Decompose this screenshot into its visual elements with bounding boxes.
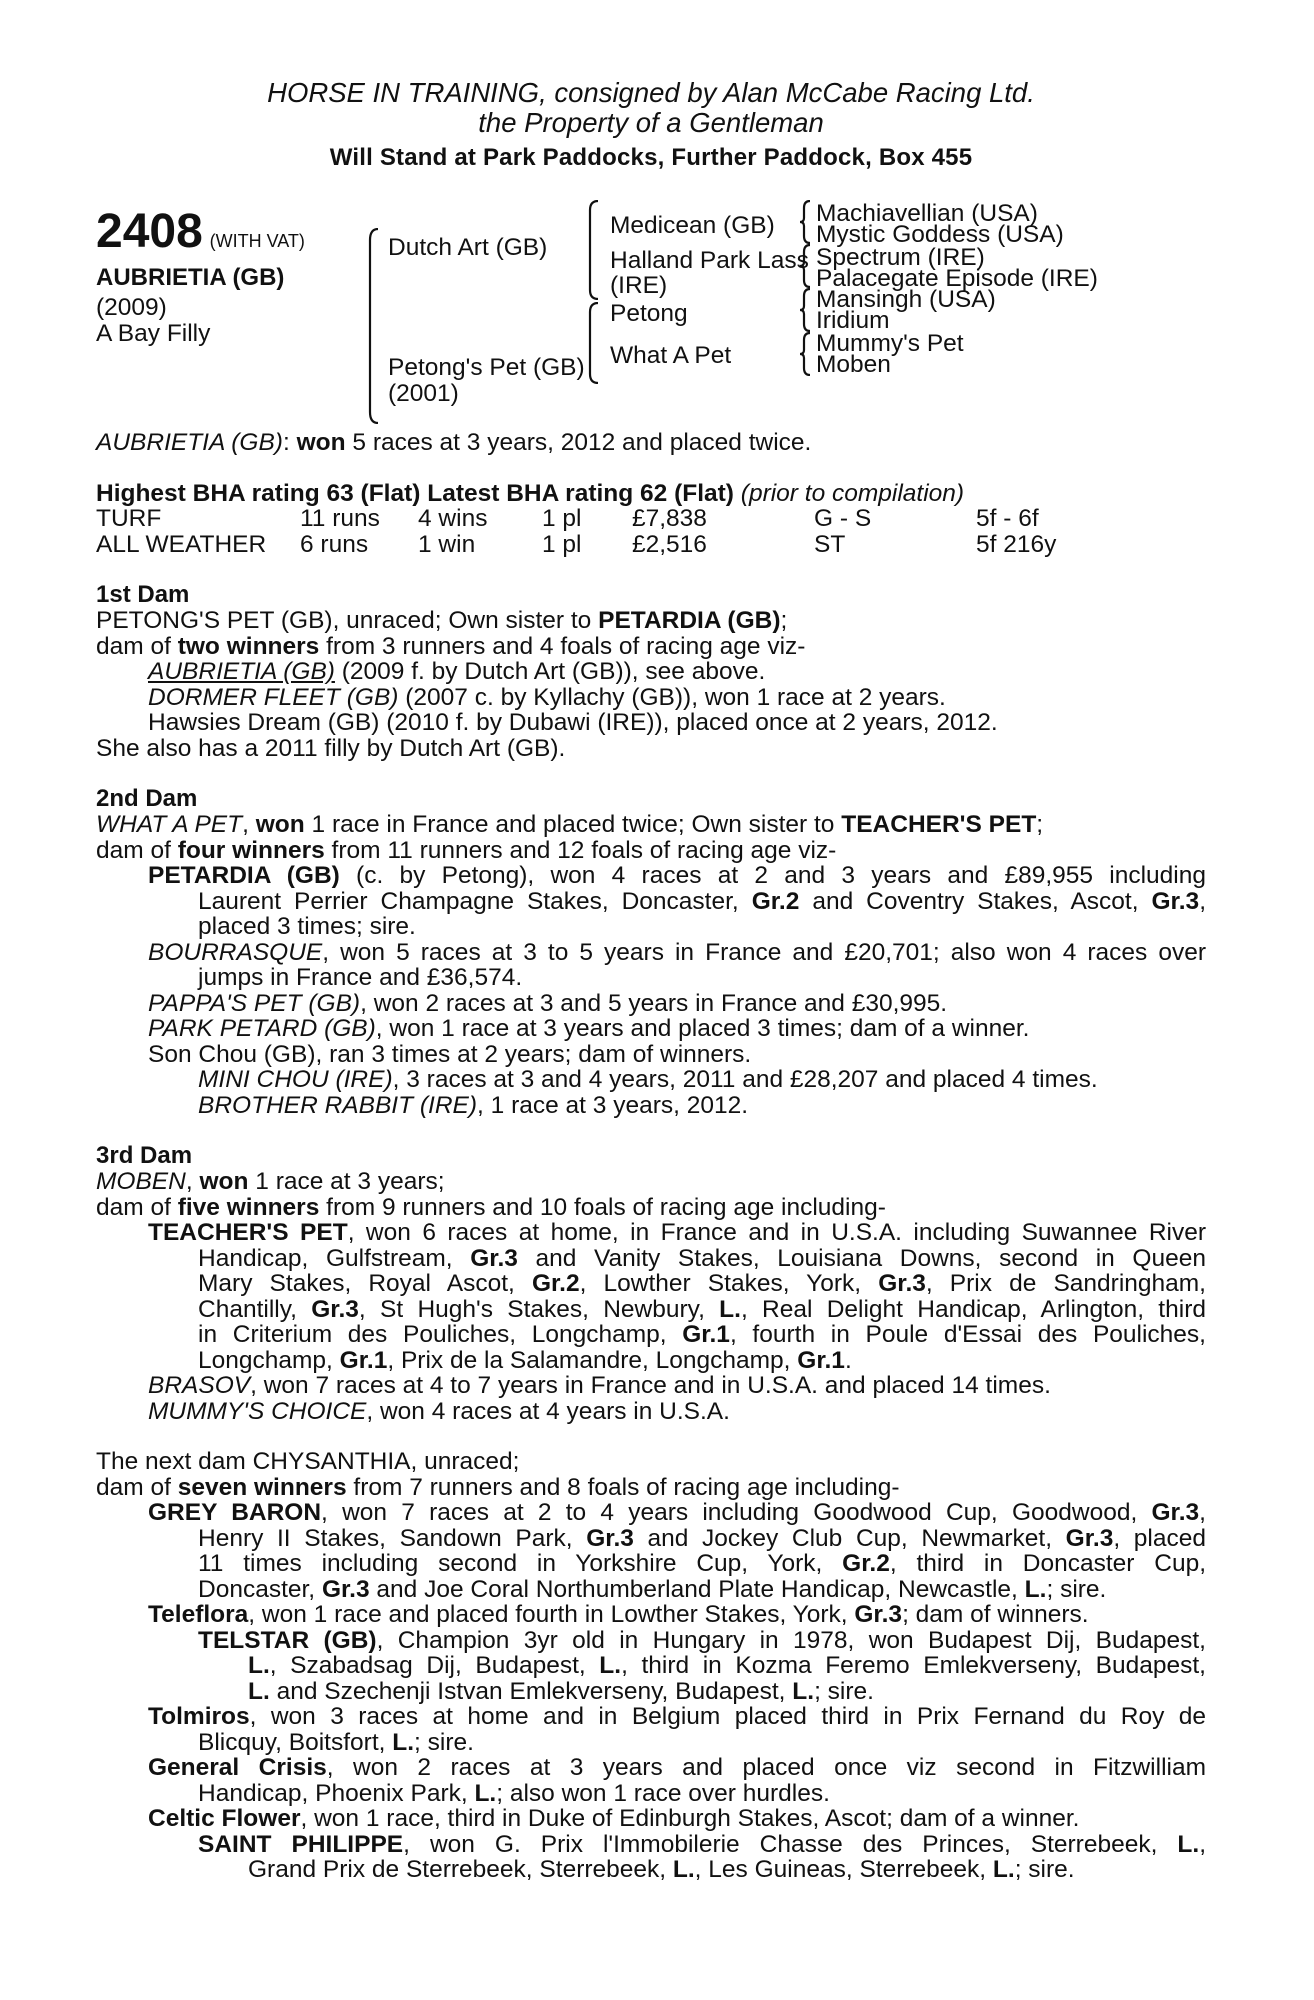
pedigree-brace-main xyxy=(366,228,380,424)
dam-year: (2001) xyxy=(388,380,459,407)
produce-entry: Teleflora, won 1 race and placed fourth in Lowther Stakes, York, Gr.3; dam of winners. xyxy=(148,1601,1089,1628)
produce-entry-cont: 11 times including second in Yorkshire Cup, York, Gr.2, third in Doncaster Cup, xyxy=(198,1550,1206,1577)
produce-entry: Son Chou (GB), ran 3 times at 2 years; dam of winners. xyxy=(148,1040,752,1068)
gen3-3: Spectrum (IRE) xyxy=(816,244,985,271)
race-summary: AUBRIETIA (GB): won 5 races at 3 years, 2012 and placed twice. xyxy=(96,429,812,456)
second-dam-produce: dam of four winners from 11 runners and 12 foals of racing age viz- xyxy=(96,836,837,864)
produce-entry-cont: Handicap, Phoenix Park, L.; also won 1 race over hurdles. xyxy=(198,1779,830,1807)
grand-produce-entry: TELSTAR (GB), Champion 3yr old in Hungary in 1978, won Budapest Dij, Budapest, xyxy=(198,1626,1206,1654)
property-line: the Property of a Gentleman xyxy=(478,107,824,138)
gen3-4: Palacegate Episode (IRE) xyxy=(816,265,1098,292)
record-prize: £7,838 xyxy=(632,505,707,532)
produce-entry-cont: Doncaster, Gr.3 and Joe Coral Northumberland Plate Handicap, Newcastle, L.; sire. xyxy=(198,1575,1107,1603)
produce-entry: General Crisis, won 2 races at 3 years and placed once viz second in Fitzwilliam xyxy=(148,1754,1206,1781)
stabling-line: Will Stand at Park Paddocks, Further Paddock, Box 455 xyxy=(329,144,973,171)
record-going: G - S xyxy=(814,505,872,532)
second-dam-line: WHAT A PET, won 1 race in France and placed twice; Own sister to TEACHER'S PET; xyxy=(96,811,1044,838)
produce-entry-cont: Laurent Perrier Champagne Stakes, Doncaster, Gr.2 and Coventry Stakes, Ascot, Gr.3, xyxy=(198,887,1206,915)
produce-note: She also has a 2011 filly by Dutch Art (GB). xyxy=(96,734,566,762)
record-distance: 5f 216y xyxy=(976,530,1057,558)
produce-entry: BRASOV, won 7 races at 4 to 7 years in France and in U.S.A. and placed 14 times. xyxy=(148,1372,1051,1399)
brace-gen3-3 xyxy=(798,288,812,332)
produce-entry-cont: Henry II Stakes, Sandown Park, Gr.3 and Jockey Club Cup, Newmarket, Gr.3, placed xyxy=(198,1524,1206,1552)
produce-entry-cont: Blicquy, Boitsfort, L.; sire. xyxy=(198,1728,474,1756)
gen3-8: Moben xyxy=(816,351,891,378)
record-going: ST xyxy=(814,530,846,558)
produce-entry-cont: Mary Stakes, Royal Ascot, Gr.2, Lowther Stakes, York, Gr.3, Prix de Sandringham, xyxy=(198,1270,1206,1297)
produce-entry: Hawsies Dream (GB) (2010 f. by Dubawi (IRE)), placed once at 2 years, 2012. xyxy=(148,709,998,736)
produce-entry: PARK PETARD (GB), won 1 race at 3 years and placed 3 times; dam of a winner. xyxy=(148,1015,1030,1042)
dam-name: Petong's Pet (GB) xyxy=(388,354,585,381)
sire-sire: Medicean (GB) xyxy=(610,212,775,239)
produce-entry-cont: in Criterium des Pouliches, Longchamp, Gr.1, fourth in Poule d'Essai des Pouliches, xyxy=(198,1321,1206,1348)
grand-produce-entry-cont: Grand Prix de Sterrebeek, Sterrebeek, L., Les Guineas, Sterrebeek, L.; sire. xyxy=(248,1856,1075,1883)
third-dam-produce: dam of five winners from 9 runners and 10 foals of racing age including- xyxy=(96,1193,886,1221)
produce-entry: GREY BARON, won 7 races at 2 to 4 years including Goodwood Cup, Goodwood, Gr.3, xyxy=(148,1499,1206,1526)
horse-name: AUBRIETIA (GB) xyxy=(96,264,285,291)
produce-entry-cont: placed 3 times; sire. xyxy=(198,913,416,940)
produce-entry: Celtic Flower, won 1 race, third in Duke of Edinburgh Stakes, Ascot; dam of a winner. xyxy=(148,1805,1080,1832)
record-wins: 4 wins xyxy=(418,505,488,532)
lot-number-row xyxy=(96,205,305,258)
pedigree-table xyxy=(96,200,1206,440)
produce-entry-cont: Chantilly, Gr.3, St Hugh's Stakes, Newbury, L., Real Delight Handicap, Arlington, third xyxy=(198,1295,1206,1323)
record-runs: 11 runs xyxy=(300,505,380,532)
horse-year: (2009) xyxy=(96,294,167,321)
sire-brace xyxy=(586,200,600,300)
produce-entry: Tolmiros, won 3 races at home and in Belgium placed third in Prix Fernand du Roy de xyxy=(148,1703,1206,1730)
sire-name: Dutch Art (GB) xyxy=(388,234,548,261)
grand-produce-entry: MINI CHOU (IRE), 3 races at 3 and 4 years, 2011 and £28,207 and placed 4 times. xyxy=(198,1066,1098,1093)
record-runs: 6 runs xyxy=(300,530,369,558)
produce-entry: BOURRASQUE, won 5 races at 3 to 5 years in France and £20,701; also won 4 races over xyxy=(148,938,1206,966)
dam-dam: What A Pet xyxy=(610,342,732,369)
next-dam-produce: dam of seven winners from 7 runners and 8 foals of racing age including- xyxy=(96,1473,900,1501)
gen3-6: Iridium xyxy=(816,307,890,334)
grand-produce-entry: BROTHER RABBIT (IRE), 1 race at 3 years, 2012. xyxy=(198,1091,749,1119)
produce-entry: TEACHER'S PET, won 6 races at home, in France and in U.S.A. including Suwannee River xyxy=(148,1219,1206,1246)
record-placed: 1 pl xyxy=(542,530,582,558)
second-dam-heading: 2nd Dam xyxy=(96,785,198,812)
consignor-line: HORSE IN TRAINING, consigned by Alan McCabe Racing Ltd. xyxy=(267,77,1035,108)
brace-gen3-4 xyxy=(798,332,812,376)
gen3-2: Mystic Goddess (USA) xyxy=(816,221,1064,248)
catalogue-page xyxy=(96,78,1206,1883)
record-surface: ALL WEATHER xyxy=(96,530,267,558)
produce-entry: PETARDIA (GB) (c. by Petong), won 4 races at 2 and 3 years and £89,955 including xyxy=(148,862,1206,889)
produce-entry: MUMMY'S CHOICE, won 4 races at 4 years in U.S.A. xyxy=(148,1397,730,1425)
gen3-7: Mummy's Pet xyxy=(816,330,964,357)
next-dam-line: The next dam CHYSANTHIA, unraced; xyxy=(96,1448,520,1475)
vat-note: (WITH VAT) xyxy=(209,231,305,251)
first-dam-produce: dam of two winners from 3 runners and 4 foals of racing age viz- xyxy=(96,632,806,660)
produce-entry: DORMER FLEET (GB) (2007 c. by Kyllachy (GB)), won 1 race at 2 years. xyxy=(148,683,946,711)
rating-line: Highest BHA rating 63 (Flat) Latest BHA rating 62 (Flat) (prior to compilation) xyxy=(96,479,965,507)
grand-produce-entry: SAINT PHILIPPE, won G. Prix l'Immobilerie Chasse des Princes, Sterrebeek, L., xyxy=(198,1830,1206,1858)
sire-dam: Halland Park Lass xyxy=(610,247,809,274)
horse-description: A Bay Filly xyxy=(96,320,211,347)
record-surface: TURF xyxy=(96,505,162,532)
first-dam-heading: 1st Dam xyxy=(96,581,190,608)
grand-produce-entry-cont: L. and Szechenji Istvan Emlekverseny, Budapest, L.; sire. xyxy=(248,1677,874,1705)
record-prize: £2,516 xyxy=(632,530,707,558)
third-dam-line: MOBEN, won 1 race at 3 years; xyxy=(96,1168,445,1195)
produce-entry: PAPPA'S PET (GB), won 2 races at 3 and 5 years in France and £30,995. xyxy=(148,989,948,1017)
dam-sire: Petong xyxy=(610,300,688,327)
produce-entry: AUBRIETIA (GB) (2009 f. by Dutch Art (GB)), see above. xyxy=(148,658,766,685)
brace-gen3-1 xyxy=(798,200,812,244)
produce-entry-cont: Longchamp, Gr.1, Prix de la Salamandre, Longchamp, Gr.1. xyxy=(198,1346,852,1374)
gen3-1: Machiavellian (USA) xyxy=(816,200,1038,227)
produce-entry-cont: jumps in France and £36,574. xyxy=(198,964,523,991)
gen3-5: Mansingh (USA) xyxy=(816,286,996,313)
grand-produce-entry-cont: L., Szabadsag Dij, Budapest, L., third in Kozma Feremo Emlekverseny, Budapest, xyxy=(248,1652,1206,1679)
record-distance: 5f - 6f xyxy=(976,505,1039,532)
produce-entry-cont: Handicap, Gulfstream, Gr.3 and Vanity Stakes, Louisiana Downs, second in Queen xyxy=(198,1244,1206,1272)
lot-number: 2408 xyxy=(96,205,203,258)
third-dam-heading: 3rd Dam xyxy=(96,1142,193,1169)
brace-gen3-2 xyxy=(798,244,812,288)
record-placed: 1 pl xyxy=(542,505,582,532)
sire-dam-origin: (IRE) xyxy=(610,272,668,299)
first-dam-line: PETONG'S PET (GB), unraced; Own sister to PETARDIA (GB); xyxy=(96,607,788,634)
record-wins: 1 win xyxy=(418,530,476,558)
race-record-table xyxy=(96,506,1206,557)
dam-brace xyxy=(586,302,600,384)
